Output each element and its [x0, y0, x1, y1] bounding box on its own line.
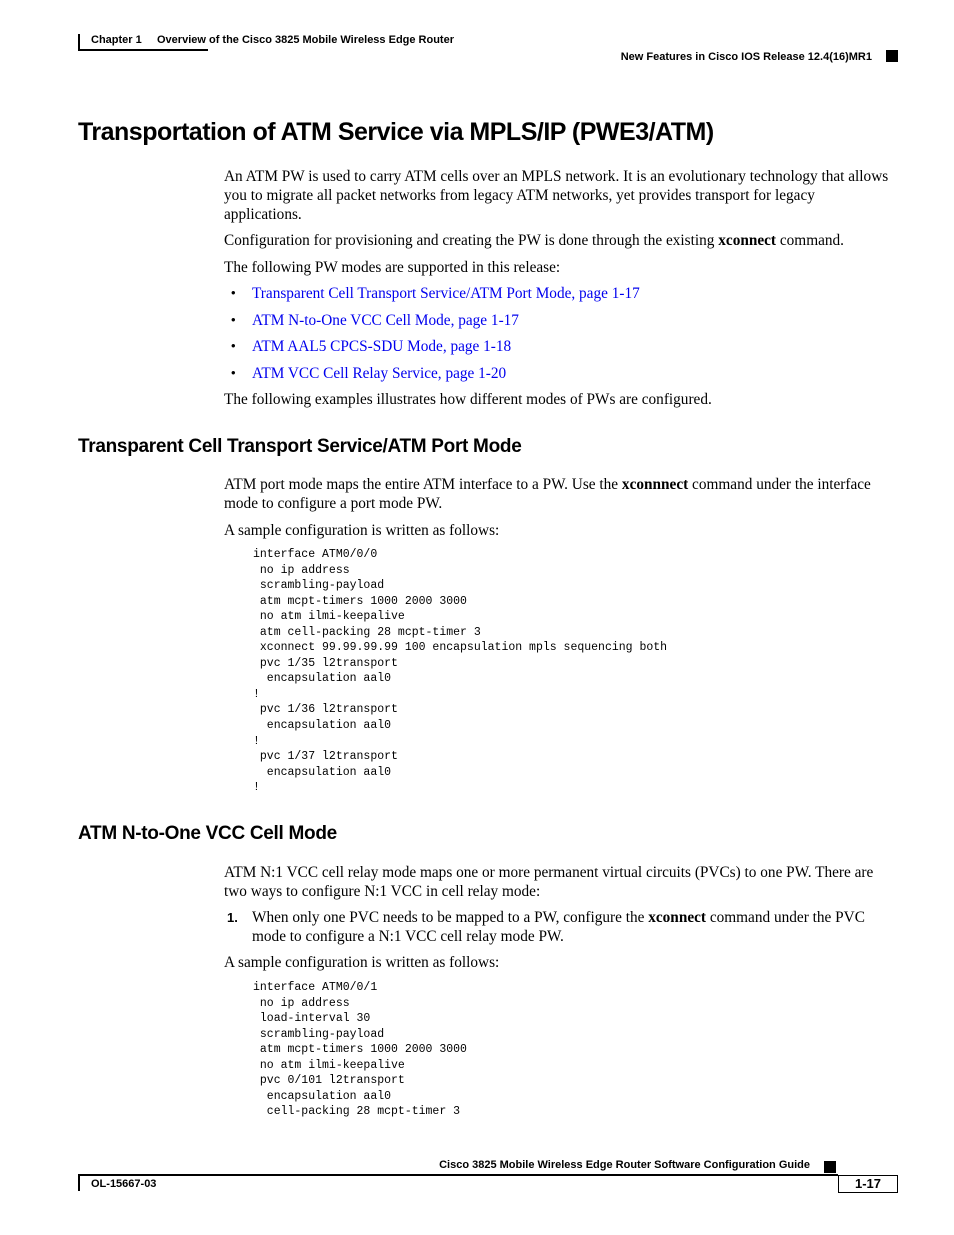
- config-suffix: command.: [776, 232, 845, 249]
- bullet-icon: •: [231, 364, 236, 380]
- port-mode-suffix: command under the interface mode to configure a port mode PW.: [224, 476, 871, 512]
- link-n-to-one-vcc[interactable]: ATM N-to-One VCC Cell Mode, page 1-17: [252, 311, 519, 329]
- code-block-port-mode: interface ATM0/0/0 no ip address scrambling-payload atm mcpt-timers 1000 2000 3000 no atm ilmi-keepalive atm cell-packing 28 mcpt-timer 3 xconnect 99.99.99.99 100 encapsulation mpls sequencing both pvc 1/35 l2transport encapsulation aal0 ! pvc 1/36 l2transport encapsulation aal0 ! pvc 1/37 l2transport encapsulation aal0 !: [253, 548, 668, 795]
- step-command: xconnect: [648, 909, 706, 926]
- step-prefix: When only one PVC needs to be mapped to a PW, configure the: [252, 909, 649, 926]
- config-command: xconnect: [718, 232, 777, 249]
- link-vcc-cell-relay[interactable]: ATM VCC Cell Relay Service, page 1-20: [252, 364, 507, 382]
- list-item: [231, 364, 891, 391]
- link-list: [231, 284, 891, 390]
- n-to-one-paragraph: ATM N:1 VCC cell relay mode maps one or more permanent virtual circuits (PVCs) to one PW. There are two ways to configure N:1 VCC in cell relay mode:: [224, 864, 874, 900]
- header-chapter-label: Chapter 1: [91, 34, 142, 46]
- code-block-n-to-one: interface ATM0/0/1 no ip address load-interval 30 scrambling-payload atm mcpt-timers 1000 2000 3000 no atm ilmi-keepalive pvc 0/101 l2transport encapsulation aal0 cell-packing 28 mcpt-timer 3: [253, 981, 467, 1119]
- list-item: [231, 337, 891, 364]
- page-title: Transportation of ATM Service via MPLS/IP (PWE3/ATM): [78, 118, 714, 146]
- bullet-icon: •: [231, 285, 236, 300]
- bullet-icon: •: [231, 338, 236, 353]
- header-black-block: [886, 50, 898, 62]
- port-mode-paragraph: [224, 475, 896, 513]
- list-item: [231, 284, 891, 311]
- page-number: 1-17: [854, 1176, 882, 1191]
- step-suffix: command under the PVC mode to configure a N:1 VCC cell relay mode PW.: [252, 909, 865, 945]
- port-mode-prefix: ATM port mode maps the entire ATM interface to a PW. Use the: [224, 476, 622, 493]
- bullet-icon: •: [231, 311, 236, 327]
- section-heading-port-mode: Transparent Cell Transport Service/ATM Port Mode: [78, 436, 522, 457]
- header-section-title: New Features in Cisco IOS Release 12.4(16)MR1: [620, 51, 872, 63]
- step-text: [252, 908, 896, 946]
- n1-sample-intro: A sample configuration is written as follows:: [224, 954, 500, 971]
- footer-rule: [78, 1174, 838, 1176]
- footer-guide-title: Cisco 3825 Mobile Wireless Edge Router Software Configuration Guide: [439, 1159, 810, 1171]
- footer-black-block: [824, 1161, 836, 1173]
- config-prefix: Configuration for provisioning and creating the PW is done through the existing: [224, 232, 719, 249]
- header-bottom-rule: [78, 49, 208, 51]
- modes-intro: The following PW modes are supported in this release:: [224, 259, 561, 276]
- header-chapter-title: Overview of the Cisco 3825 Mobile Wireless Edge Router: [157, 34, 454, 46]
- step-number: 1.: [227, 910, 238, 925]
- port-mode-command: xconnnect: [621, 476, 689, 493]
- port-sample-intro: A sample configuration is written as follows:: [224, 522, 500, 539]
- page-number-tab: [838, 1175, 898, 1193]
- link-aal5-cpcs-sdu[interactable]: ATM AAL5 CPCS-SDU Mode, page 1-18: [252, 338, 512, 355]
- examples-paragraph: The following examples illustrates how different modes of PWs are configured.: [224, 391, 712, 408]
- config-paragraph: [224, 231, 896, 250]
- footer-left-rule: [78, 1174, 80, 1191]
- intro-paragraph: An ATM PW is used to carry ATM cells over an MPLS network. It is an evolutionary technology that allows you to migrate all packet networks from legacy ATM networks, yet provides transport for legacy applications.: [224, 168, 889, 223]
- list-item: [231, 311, 891, 338]
- link-transparent-cell-mode[interactable]: Transparent Cell Transport Service/ATM Port Mode, page 1-17: [252, 285, 640, 302]
- footer-doc-number: OL-15667-03: [91, 1178, 157, 1190]
- section-heading-n-to-one: ATM N-to-One VCC Cell Mode: [78, 823, 337, 844]
